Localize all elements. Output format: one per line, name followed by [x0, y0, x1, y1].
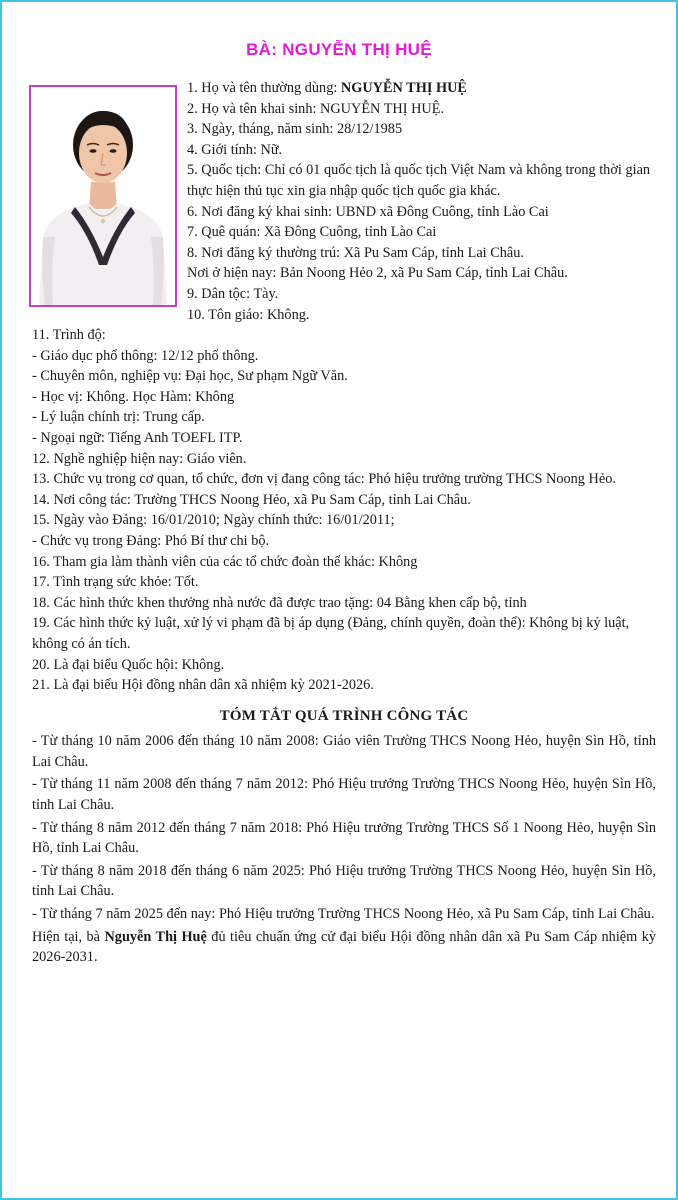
conclusion-text: đủ tiêu chuẩn ứng cử đại biểu Hội đồng nhân dân xã Pu Sam Cáp nhiệm kỳ 2026-2031. [32, 928, 657, 966]
detail-line: 14. Nơi công tác: Trường THCS Noong Hẻo, xã Pu Sam Cáp, tỉnh Lai Châu. [32, 491, 471, 508]
career-summary-heading: TÓM TẮT QUÁ TRÌNH CÔNG TÁC [219, 707, 469, 724]
career-list [32, 731, 656, 968]
career-item: - Từ tháng 8 năm 2012 đến tháng 7 năm 2018: Phó Hiệu trưởng Trường THCS Số 1 Noong Hẻo, huyện Sìn Hồ, tỉnh Lai Châu. [32, 819, 656, 857]
info-line: 6. Nơi đăng ký khai sinh: UBND xã Đông Cuông, tỉnh Lào Cai [187, 203, 549, 220]
detail-line: - Giáo dục phổ thông: 12/12 phổ thông. [32, 347, 259, 364]
detail-line: 20. Là đại biểu Quốc hội: Không. [32, 656, 225, 673]
career-item: - Từ tháng 7 năm 2025 đến nay: Phó Hiệu trưởng Trường THCS Noong Hẻo, xã Pu Sam Cáp, tỉnh Lai Châu. [32, 906, 655, 923]
detail-line: 21. Là đại biểu Hội đồng nhân dân xã nhiệm kỳ 2021-2026. [32, 677, 374, 694]
career-item: - Từ tháng 8 năm 2018 đến tháng 6 năm 2025: Phó Hiệu trưởng Trường THCS Noong Hẻo, huyện Sìn Hồ, tỉnh Lai Châu. [32, 862, 656, 900]
detail-line: 15. Ngày vào Đảng: 16/01/2010; Ngày chính thức: 16/01/2011; [32, 512, 395, 529]
career-item: - Từ tháng 11 năm 2008 đến tháng 7 năm 2012: Phó Hiệu trưởng Trường THCS Noong Hẻo, huyện Sìn Hồ, tỉnh Lai Châu. [32, 776, 656, 814]
info-line: 4. Giới tính: Nữ. [187, 141, 283, 158]
conclusion-text: Hiện tại, bà [32, 928, 105, 945]
detail-line: - Chuyên môn, nghiệp vụ: Đại học, Sư phạm Ngữ Văn. [32, 368, 348, 385]
detail-line: - Ngoại ngữ: Tiếng Anh TOEFL ITP. [32, 429, 243, 446]
info-label: 1. Họ và tên thường dùng: [187, 80, 341, 96]
portrait-image [31, 87, 175, 305]
info-line: 3. Ngày, tháng, năm sinh: 28/12/1985 [187, 121, 403, 138]
detail-line: - Lý luận chính trị: Trung cấp. [32, 409, 205, 426]
candidate-name: Nguyễn Thị Huệ [104, 928, 207, 945]
page-title: BÀ: NGUYỄN THỊ HUỆ [246, 40, 432, 59]
info-line: 2. Họ và tên khai sinh: NGUYỄN THỊ HUỆ. [187, 100, 445, 117]
detail-line: 12. Nghề nghiệp hiện nay: Giáo viên. [32, 450, 247, 467]
info-line [187, 78, 657, 99]
career-item: - Từ tháng 10 năm 2006 đến tháng 10 năm 2008: Giáo viên Trường THCS Noong Hẻo, huyện Sìn Hồ, tỉnh Lai Châu. [32, 733, 656, 770]
detail-line: - Học vị: Không. Học Hàm: Không [32, 388, 235, 405]
info-line: 10. Tôn giáo: Không. [187, 306, 310, 323]
conclusion-paragraph [32, 927, 656, 968]
detail-line: - Chức vụ trong Đảng: Phó Bí thư chi bộ. [32, 532, 270, 549]
details-list [32, 325, 656, 696]
detail-line: 18. Các hình thức khen thưởng nhà nước đã được trao tặng: 04 Bằng khen cấp bộ, tỉnh [32, 594, 527, 611]
profile-body [32, 325, 656, 970]
info-line: Nơi ở hiện nay: Bản Noong Hẻo 2, xã Pu Sam Cáp, tỉnh Lai Châu. [187, 265, 568, 282]
info-line: 8. Nơi đăng ký thường trú: Xã Pu Sam Cáp, tỉnh Lai Châu. [187, 244, 524, 261]
common-name: NGUYỄN THỊ HUỆ [340, 80, 467, 96]
info-line: 9. Dân tộc: Tày. [187, 285, 279, 302]
detail-line: 13. Chức vụ trong cơ quan, tổ chức, đơn vị đang công tác: Phó hiệu trưởng trường THCS Noong Hẻo. [32, 471, 616, 488]
detail-line: 17. Tình trạng sức khỏe: Tốt. [32, 574, 199, 591]
info-line: 7. Quê quán: Xã Đông Cuông, tỉnh Lào Cai [187, 224, 437, 241]
detail-line: 19. Các hình thức kỷ luật, xử lý vi phạm đã bị áp dụng (Đảng, chính quyền, đoàn thể): Không bị kỷ luật, không có án tích. [32, 615, 630, 652]
portrait-photo [29, 85, 177, 307]
info-line: 5. Quốc tịch: Chỉ có 01 quốc tịch là quốc tịch Việt Nam và không trong thời gian thực hiện thủ tục xin gia nhập quốc tịch quốc gia khác. [187, 162, 651, 199]
personal-info [187, 78, 657, 325]
detail-line: 11. Trình độ: [32, 327, 106, 343]
detail-line: 16. Tham gia làm thành viên của các tổ chức đoàn thể khác: Không [32, 553, 418, 570]
